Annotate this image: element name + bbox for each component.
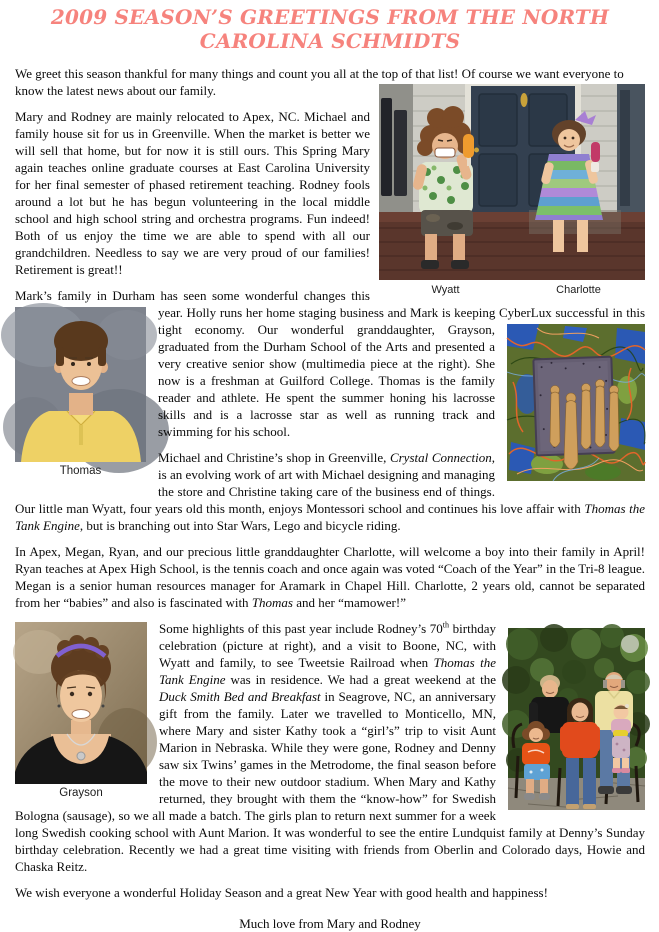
paragraph-greeting: We greet this season thankful for many things and count you all at the top of that list! Of course we want everyone to know the latest news about our family. Wyatt Charlotte xyxy=(15,65,645,99)
caption-charlotte: Charlotte xyxy=(556,284,601,296)
closing-line: Much love from Mary and Rodney xyxy=(239,916,421,931)
paragraph-highlights: Grayson Some highlights of this past year include Rodney’s 70th birthday celebration (picture at right), and a visit to Boone, NC, with Wyatt and family, to see Tweetsie Railroad when Thomas the Tank Engine was in residence. We had a great weekend at the Duck Smith Bed and Breakfast in Seagrove, NC, an anniversary gift from the family. Later we travelled to Monticello, MN, where Mary and sister Kathy took a “girl’s” trip to visit Aunt Marion in Nebraska. While they were gone, Rodney and Denny saw six Twins’ games in the Metrodome, the final season before the move to their new outdoor stadium. When Mary and Kathy returned, they brought with them the “know-how” for Swedish Bologna (sausage), so we all made a batch. The girls plan to return next summer for a week long Swedish cooking school with Aunt Marion. It was wonderful to see the entire Lundquist family at Denny’s Sunday birthday celebration. Recently we had a great time visiting with friends from Oberlin and Colorado days, Howie and Chaska Reitz. xyxy=(15,620,645,875)
caption-thomas: Thomas xyxy=(59,465,102,477)
wyatt-charlotte-photo xyxy=(379,84,645,298)
thomas-portrait-image xyxy=(15,307,146,462)
multimedia-art-image xyxy=(507,324,645,481)
paragraph-mary-rodney: Mary and Rodney are mainly relocated to Apex, NC. Michael and family house sit for us in Greenville. When the market is better we will sell that home, but for now it is still ours. This Spring Mary again teaches online graduate courses at East Carolina University for her final semester of phased retirement teaching. Rodney fools around a lot but he has begun volunteering in the local middle school and high school string and orchestra programs. Fun indeed! Both of us enjoy the time we are able to spend with all our grandchildren. Needless to say we are very proud of our families! Retirement is great!! xyxy=(15,109,370,277)
paragraph-michael-shop: Michael and Christine’s shop in Greenville, Crystal Connection, is an evolving work of art with Michael designing and managing the store and Christine taking care of the business end of things. Our little man Wyatt, four years old this month, enjoys Montessori school and continues his love affair with Thomas the Tank Engine, but is branching out into Star Wars, Lego and bicycle riding. xyxy=(15,450,645,533)
caption-wyatt: Wyatt xyxy=(431,284,460,296)
newsletter-title: 2009 SEASON’S GREETINGS FROM THE NORTH CAROLINA SCHMIDTS xyxy=(50,5,610,53)
caption-grayson: Grayson xyxy=(59,787,103,799)
thomas-photo xyxy=(15,307,146,479)
paragraph-marks-family: Mark’s family in Durham has seen some wonderful changes this Thomas year. Holly runs her home staging business and Mark is keeping CyberLux successful in this tight economy. Our wonderful granddaughter, Grayson, graduated from the Durham School of the Arts and presented a very creative senior show (multimedia piece at the right). She now is a freshman at Guilford College. Thomas is the family reader and athlete. He spent the summer honing his lacrosse skills and is a lacrosse star as well as running track and swimming for his school. xyxy=(15,287,645,440)
porch-kids-image xyxy=(379,84,645,280)
grayson-photo xyxy=(15,622,147,801)
family-group-image xyxy=(508,628,645,810)
paragraph-apex-family: In Apex, Megan, Ryan, and our precious little granddaughter Charlotte, will welcome a boy into their family in April! Ryan teaches at Apex High School, is the tennis coach and once again was voted “Coach of the Year” in the Tri-8 league. Megan is a senior human resources manager for Aramark in Chapel Hill. Charlotte, 2 years old, cannot be separated from her “babies” and also is fascinated with Thomas and her “mamower!” xyxy=(15,544,645,610)
grayson-portrait-image xyxy=(15,622,147,784)
family-birthday-photo xyxy=(508,628,645,810)
paragraph-holiday-wish: We wish everyone a wonderful Holiday Season and a great New Year with good health and happiness! xyxy=(15,885,548,900)
grayson-artwork-photo xyxy=(507,324,645,481)
